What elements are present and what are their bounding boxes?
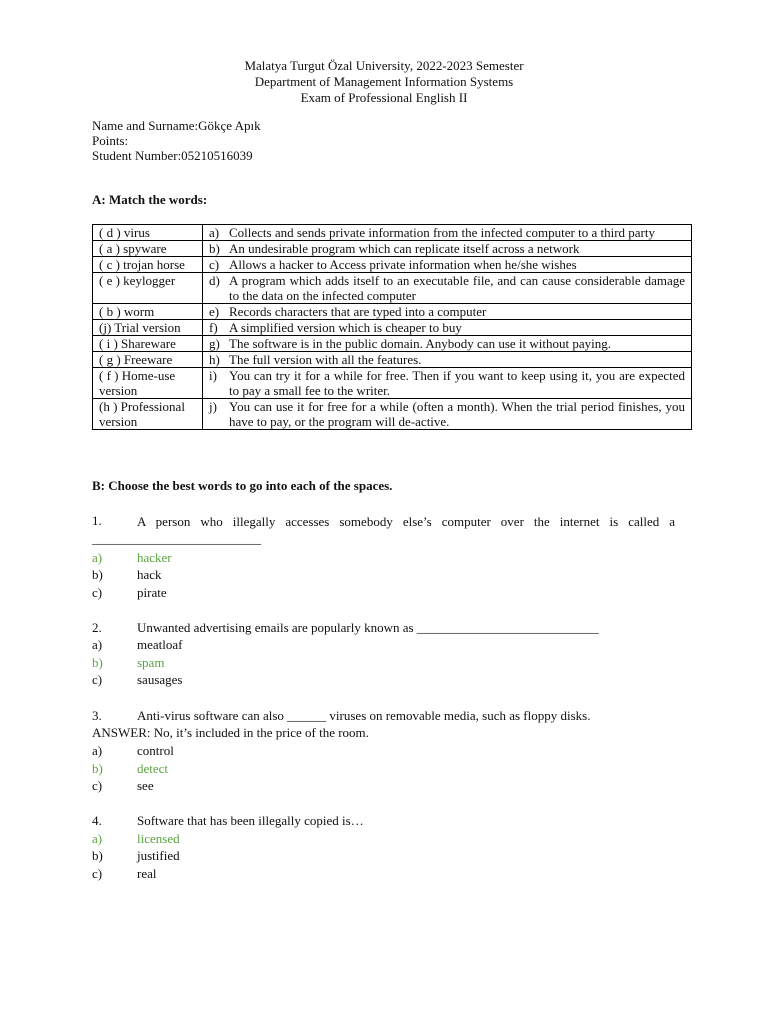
definition-cell [203, 241, 692, 257]
option-text: detect [137, 761, 169, 776]
exam-header [0, 58, 768, 106]
student-name: Name and Surname:Gökçe Apık [92, 118, 261, 133]
definition-text: You can use it for free for a while (often a month). When the trial period finishes, you have to pay, or the program will de-active. [229, 399, 685, 429]
answer-note: ANSWER: No, it’s included in the price of the room. [92, 725, 369, 740]
definition-text: A program which adds itself to an executable file, and can cause considerable damage to the data on the infected computer [229, 273, 685, 303]
option-text: real [137, 866, 157, 881]
term-cell: ( d ) virus [93, 225, 203, 241]
definition-text: Allows a hacker to Access private information when he/she wishes [229, 257, 577, 272]
definition-key: c) [209, 257, 220, 272]
definition-key: j) [209, 399, 217, 414]
table-row [93, 336, 692, 352]
table-row [93, 225, 692, 241]
option-key: c) [92, 866, 103, 881]
option [92, 671, 183, 688]
option [92, 847, 180, 864]
term-cell: ( i ) Shareware [93, 336, 203, 352]
option-text: control [137, 743, 174, 758]
option-text: licensed [137, 831, 180, 846]
definition-text: The software is in the public domain. Anybody can use it without paying. [229, 336, 611, 351]
definition-text: You can try it for a while for free. Then if you want to keep using it, you are expected to pay a small fee to the writer. [229, 368, 685, 398]
option-correct [92, 760, 168, 777]
answer-blank: __________________________ [92, 531, 261, 546]
option [92, 777, 154, 794]
definition-key: b) [209, 241, 220, 256]
question-number: 2. [92, 620, 102, 635]
option-correct [92, 654, 164, 671]
definition-text: Collects and sends private information from the infected computer to a third party [229, 225, 655, 240]
definition-cell [203, 352, 692, 368]
option-key: a) [92, 550, 103, 565]
option [92, 636, 182, 653]
question-text: A person who illegally accesses somebody else’s computer over the internet is called a [137, 514, 675, 529]
question-text: Software that has been illegally copied is… [137, 813, 364, 828]
option-key: a) [92, 831, 103, 846]
term-cell: ( a ) spyware [93, 241, 203, 257]
option-key: c) [92, 585, 103, 600]
definition-cell [203, 257, 692, 273]
question-number: 4. [92, 813, 102, 828]
term-cell: ( b ) worm [93, 304, 203, 320]
term-cell: ( e ) keylogger [93, 273, 203, 304]
option-key: b) [92, 761, 103, 776]
option [92, 566, 162, 583]
option-correct [92, 830, 180, 847]
option-text: see [137, 778, 154, 793]
definition-key: a) [209, 225, 220, 240]
table-row [93, 352, 692, 368]
question-text: Anti-virus software can also ______ viruses on removable media, such as floppy disks. [137, 708, 591, 723]
option-text: pirate [137, 585, 167, 600]
option-text: hacker [137, 550, 172, 565]
university-line: Malatya Turgut Özal University, 2022-2023 Semester [244, 58, 524, 73]
definition-cell [203, 320, 692, 336]
term-cell: ( f ) Home-use version [93, 368, 203, 399]
definition-text: A simplified version which is cheaper to buy [229, 320, 462, 335]
definition-key: f) [209, 320, 218, 335]
definition-cell [203, 225, 692, 241]
definition-text: Records characters that are typed into a computer [229, 304, 487, 319]
student-points: Points: [92, 133, 129, 148]
option-key: b) [92, 655, 103, 670]
option-text: spam [137, 655, 165, 670]
option-key: a) [92, 743, 103, 758]
section-a-title: A: Match the words: [92, 192, 208, 207]
question [92, 812, 364, 829]
question [92, 707, 590, 724]
table-row [93, 304, 692, 320]
definition-cell [203, 304, 692, 320]
definition-key: h) [209, 352, 220, 367]
option-text: hack [137, 567, 162, 582]
option-key: b) [92, 848, 103, 863]
table-row [93, 257, 692, 273]
section-b-title: B: Choose the best words to go into each of the spaces. [92, 478, 393, 493]
question-number: 3. [92, 708, 102, 723]
option [92, 865, 156, 882]
definition-key: g) [209, 336, 220, 351]
matching-table [92, 224, 692, 430]
definition-cell [203, 399, 692, 430]
option-key: a) [92, 637, 103, 652]
term-cell: (j) Trial version [93, 320, 203, 336]
term-cell: ( g ) Freeware [93, 352, 203, 368]
option-key: b) [92, 567, 103, 582]
option-text: meatloaf [137, 637, 183, 652]
term-cell: ( c ) trojan horse [93, 257, 203, 273]
table-row [93, 320, 692, 336]
option [92, 584, 167, 601]
student-number: Student Number:05210516039 [92, 148, 253, 163]
definition-cell [203, 273, 692, 304]
option-text: sausages [137, 672, 183, 687]
option-key: c) [92, 672, 103, 687]
definition-key: d) [209, 273, 220, 288]
definition-text: An undesirable program which can replicate itself across a network [229, 241, 580, 256]
table-row [93, 399, 692, 430]
definition-key: e) [209, 304, 220, 319]
department-line: Department of Management Information Systems [254, 74, 514, 89]
question [92, 619, 599, 636]
term-cell: (h ) Professional version [93, 399, 203, 430]
option-text: justified [137, 848, 180, 863]
definition-cell [203, 336, 692, 352]
question-text: Unwanted advertising emails are popularly known as ____________________________ [137, 620, 599, 635]
option [92, 742, 174, 759]
definition-text: The full version with all the features. [229, 352, 422, 367]
option-correct [92, 549, 172, 566]
table-row [93, 273, 692, 304]
table-row [93, 241, 692, 257]
definition-key: i) [209, 368, 217, 383]
question-number: 1. [92, 513, 102, 528]
definition-cell [203, 368, 692, 399]
option-key: c) [92, 778, 103, 793]
exam-title: Exam of Professional English II [300, 90, 468, 105]
table-row [93, 368, 692, 399]
